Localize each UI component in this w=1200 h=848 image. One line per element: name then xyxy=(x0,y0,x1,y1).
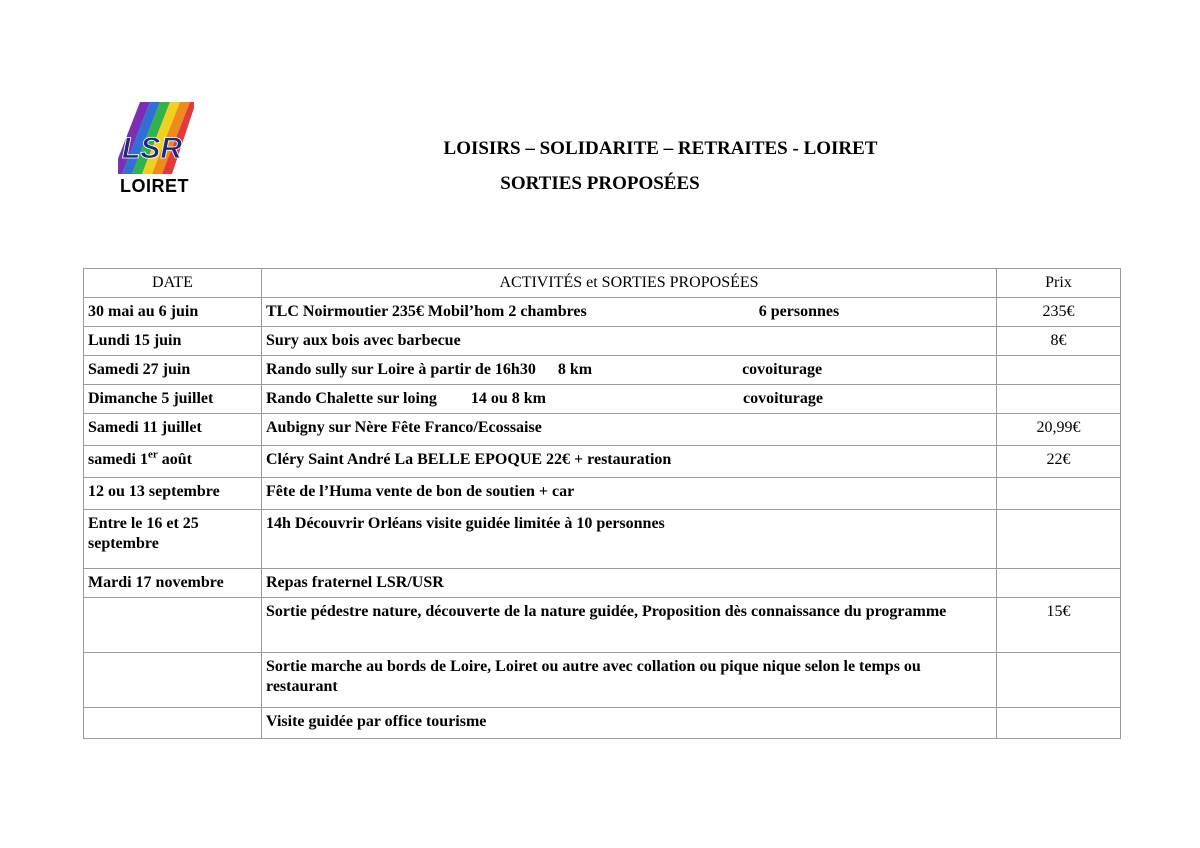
column-header-activity: ACTIVITÉS et SORTIES PROPOSÉES xyxy=(262,269,997,298)
row-activity: Cléry Saint André La BELLE EPOQUE 22€ + restauration xyxy=(262,446,997,478)
outings-table xyxy=(83,268,1121,739)
row-price: 22€ xyxy=(997,446,1121,478)
activity-text: TLC Noirmoutier 235€ Mobil’hom 2 chambres xyxy=(266,303,587,320)
table-row xyxy=(84,653,1121,708)
row-date: Samedi 11 juillet xyxy=(84,414,262,446)
row-price: 15€ xyxy=(997,598,1121,653)
row-activity xyxy=(262,356,997,385)
row-date: 12 ou 13 septembre xyxy=(84,478,262,510)
table-row xyxy=(84,708,1121,739)
row-price: 20,99€ xyxy=(997,414,1121,446)
table-row xyxy=(84,414,1121,446)
logo-text: LOIRET xyxy=(120,176,189,196)
activity-distance: 8 km xyxy=(557,361,593,378)
row-date xyxy=(84,598,262,653)
row-activity: Aubigny sur Nère Fête Franco/Ecossaise xyxy=(262,414,997,446)
row-date: Dimanche 5 juillet xyxy=(84,385,262,414)
table-row xyxy=(84,385,1121,414)
column-header-price: Prix xyxy=(997,269,1121,298)
table-row xyxy=(84,327,1121,356)
table-row xyxy=(84,478,1121,510)
activity-distance: 14 ou 8 km xyxy=(470,390,546,407)
page-title: LOISIRS – SOLIDARITE – RETRAITES - LOIRET xyxy=(443,138,878,159)
row-activity: Visite guidée par office tourisme xyxy=(262,708,997,739)
row-date xyxy=(84,653,262,708)
row-price xyxy=(997,708,1121,739)
row-date: Samedi 27 juin xyxy=(84,356,262,385)
date-text-suffix: août xyxy=(157,451,192,468)
row-activity: Sortie pédestre nature, découverte de la nature guidée, Proposition dès connaissance du programme xyxy=(262,598,997,653)
row-activity: Fête de l’Huma vente de bon de soutien + car xyxy=(262,478,997,510)
row-price: 8€ xyxy=(997,327,1121,356)
row-date: Lundi 15 juin xyxy=(84,327,262,356)
row-activity: Repas fraternel LSR/USR xyxy=(262,569,997,598)
table-row xyxy=(84,446,1121,478)
activity-extra: 6 personnes xyxy=(758,303,840,320)
page-subtitle: SORTIES PROPOSÉES xyxy=(500,173,700,194)
row-date: 30 mai au 6 juin xyxy=(84,298,262,327)
activity-extra: covoiturage xyxy=(742,361,823,378)
table-row xyxy=(84,598,1121,653)
row-activity xyxy=(262,385,997,414)
row-price xyxy=(997,478,1121,510)
row-date: Entre le 16 et 25 septembre xyxy=(84,510,262,569)
activity-extra: covoiturage xyxy=(742,390,823,407)
table-header-row xyxy=(84,269,1121,298)
row-price xyxy=(997,653,1121,708)
row-price xyxy=(997,385,1121,414)
row-date: Mardi 17 novembre xyxy=(84,569,262,598)
activity-text: Rando sully sur Loire à partir de 16h30 xyxy=(266,361,536,378)
table-row xyxy=(84,298,1121,327)
row-activity xyxy=(262,298,997,327)
row-activity: Sury aux bois avec barbecue xyxy=(262,327,997,356)
table-row xyxy=(84,569,1121,598)
row-date xyxy=(84,446,262,478)
logo-mark: LSR xyxy=(122,132,182,165)
row-price xyxy=(997,569,1121,598)
table-row xyxy=(84,510,1121,569)
column-header-date: DATE xyxy=(84,269,262,298)
row-activity: Sortie marche au bords de Loire, Loiret ou autre avec collation ou pique nique selon le temps ou restaurant xyxy=(262,653,997,708)
activity-text: Rando Chalette sur loing xyxy=(266,390,437,407)
date-superscript: er xyxy=(148,448,158,461)
row-price xyxy=(997,510,1121,569)
date-text: samedi 1 xyxy=(88,451,148,468)
row-price xyxy=(997,356,1121,385)
row-activity: 14h Découvrir Orléans visite guidée limitée à 10 personnes xyxy=(262,510,997,569)
row-date xyxy=(84,708,262,739)
row-price: 235€ xyxy=(997,298,1121,327)
table-row xyxy=(84,356,1121,385)
